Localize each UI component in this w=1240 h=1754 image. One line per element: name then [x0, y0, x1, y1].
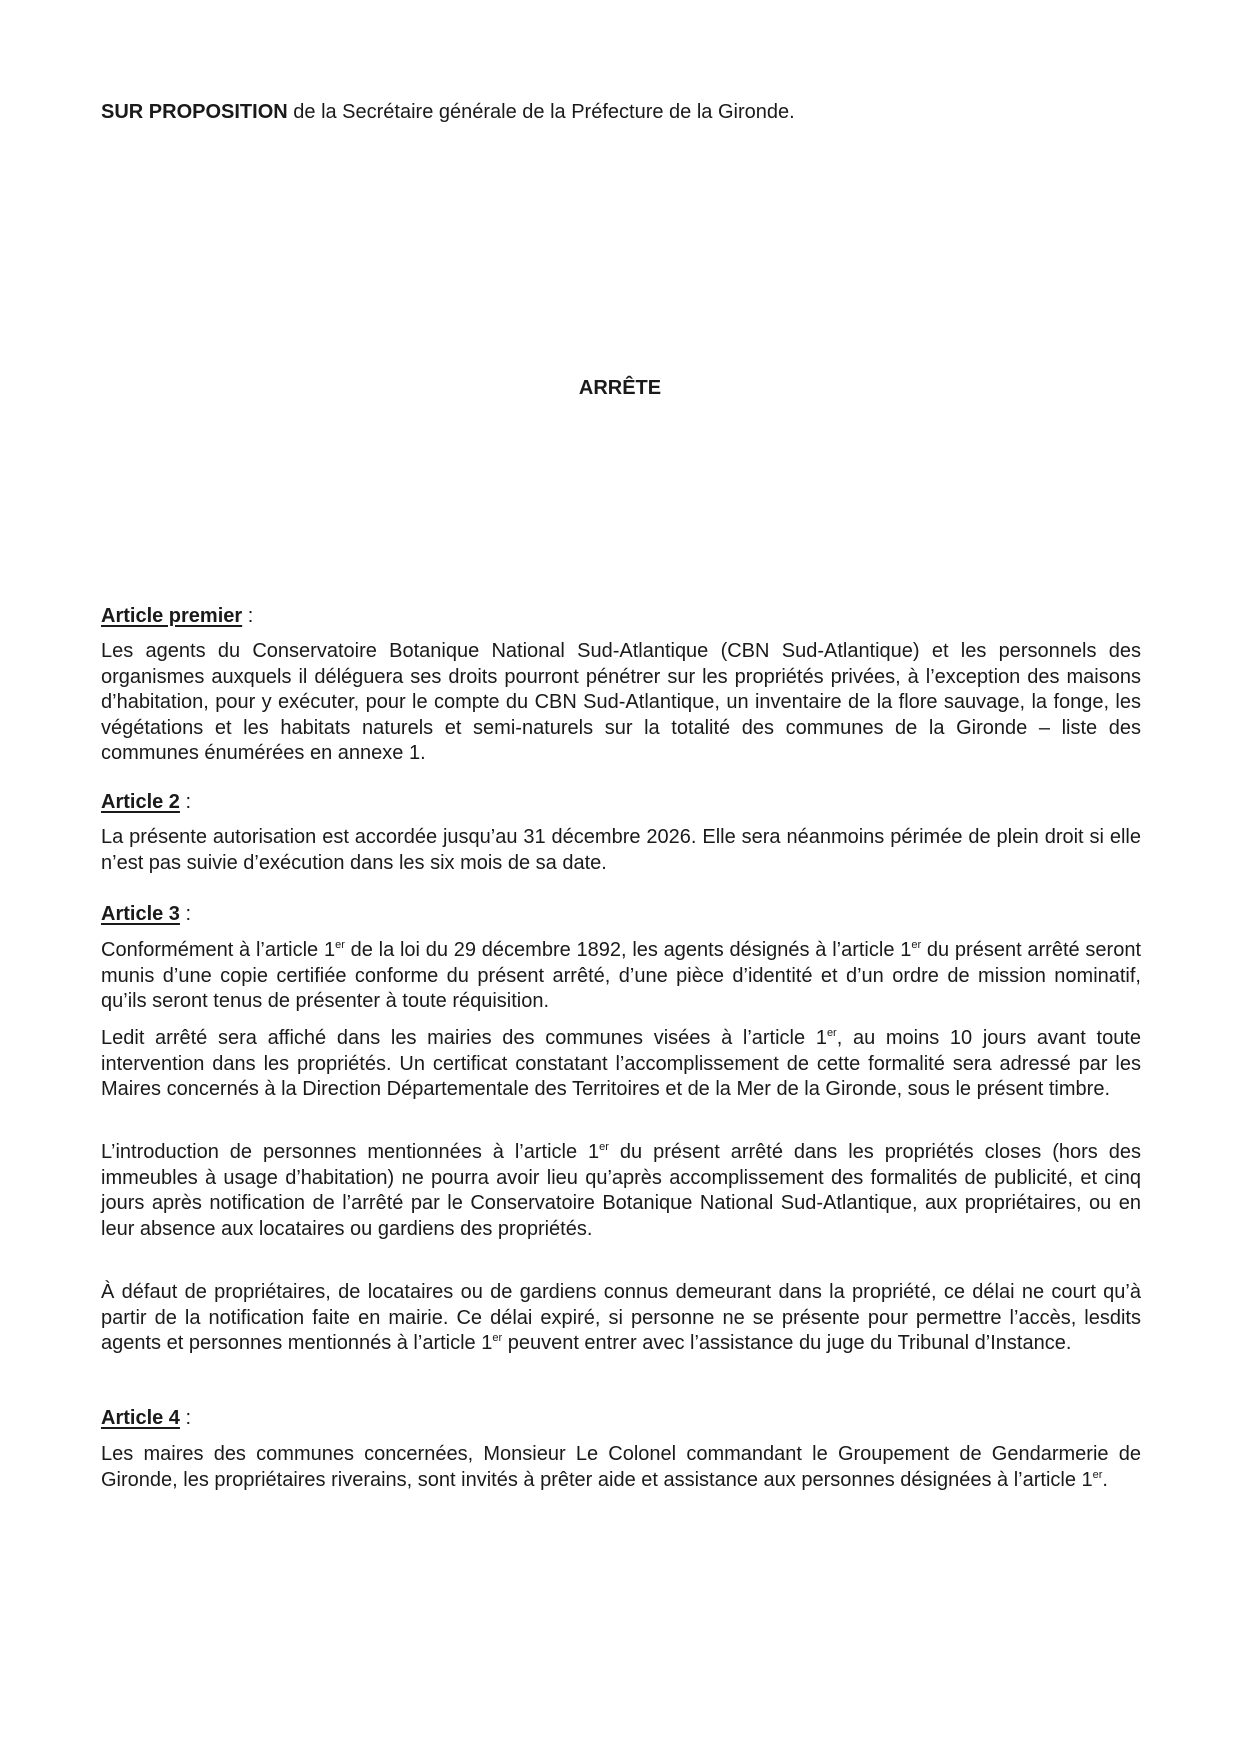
article-3-paragraph-1: [101, 938, 1141, 1015]
text-run: du présent arrêté seront munis d’une copie certifiée conforme du présent arrêté, d’une pièce d’identité et d’un ordre de mission nominatif, qu’ils seront tenus de présenter à toute réquisition.: [101, 939, 1141, 1013]
article-3-heading: Article 3: [101, 903, 180, 925]
preamble-text: de la Secrétaire générale de la Préfecture de la Gironde.: [287, 101, 795, 123]
article-4-heading-line: [101, 1406, 1141, 1432]
article-4-paragraph: [101, 1442, 1141, 1493]
superscript: er: [335, 939, 345, 951]
article-1-heading-line: [101, 604, 1141, 630]
superscript: er: [826, 1027, 837, 1039]
superscript: er: [911, 939, 922, 951]
text-run: du présent arrêté dans les propriétés closes (hors des immeubles à usage d’habitation) ne pourra avoir lieu qu’après accomplissement des formalités de publicité, et cinq jours après notification de l’arrêté par le Conservatoire Botanique National Sud-Atlantique, aux propriétaires, ou en leur absence aux locataires ou gardiens des propriétés.: [101, 1141, 1141, 1240]
preamble-bold: SUR PROPOSITION: [101, 101, 288, 123]
text-run: , au moins 10 jours avant toute intervention dans les propriétés. Un certificat constatant l’accomplissement de cette formalité sera adressé par les Maires concernés à la Direction Départementale des Territoires et de la Mer de la Gironde, sous le présent timbre.: [101, 1027, 1141, 1101]
text-run: .: [1102, 1468, 1108, 1491]
text-run: peuvent entrer avec l’assistance du juge du Tribunal d’Instance.: [502, 1332, 1072, 1355]
article-2-heading: Article 2: [101, 791, 180, 813]
article-3-colon: :: [179, 903, 192, 925]
article-1-colon: :: [242, 605, 254, 627]
article-3-heading-line: [101, 902, 1141, 928]
article-4-colon: :: [179, 1407, 192, 1429]
decree-title: ARRÊTE: [578, 377, 662, 399]
text-run: L’introduction de personnes mentionnées à l’article 1: [101, 1141, 600, 1163]
text-run: Conformément à l’article 1: [101, 939, 336, 961]
superscript: er: [599, 1141, 609, 1153]
article-2-heading-line: [101, 790, 1141, 816]
superscript: er: [1092, 1468, 1103, 1481]
article-4-heading: Article 4: [101, 1407, 180, 1429]
article-1-heading: Article premier: [101, 605, 243, 627]
article-3-paragraph-4: [101, 1280, 1141, 1357]
article-2-colon: :: [179, 791, 192, 813]
preamble: [101, 100, 1141, 126]
superscript: er: [492, 1332, 503, 1345]
article-3-paragraph-2: [101, 1026, 1141, 1103]
article-2-paragraph: La présente autorisation est accordée jusqu’au 31 décembre 2026. Elle sera néanmoins périmée de plein droit si elle n’est pas suivie d’exécution dans les six mois de sa date.: [101, 826, 1141, 874]
text-run: Les maires des communes concernées, Monsieur Le Colonel commandant le Groupement de Gendarmerie de Gironde, les propriétaires riverains, sont invités à prêter aide et assistance aux personnes désignées à l’article 1: [101, 1443, 1141, 1491]
article-3-paragraph-3: [101, 1140, 1141, 1242]
text-run: Ledit arrêté sera affiché dans les mairies des communes visées à l’article 1: [101, 1027, 827, 1049]
text-run: À défaut de propriétaires, de locataires ou de gardiens connus demeurant dans la propriété, ce délai ne court qu’à partir de la notification faite en mairie. Ce délai expiré, si personne ne se présente pour permettre l’accès, lesdits agents et personnes mentionnés à l’article 1: [101, 1281, 1141, 1355]
text-run: de la loi du 29 décembre 1892, les agents désignés à l’article 1: [344, 939, 912, 961]
article-1-paragraph: Les agents du Conservatoire Botanique National Sud-Atlantique (CBN Sud-Atlantique) et les personnels des organismes auxquels il déléguera ses droits pourront pénétrer sur les propriétés privées, à l’exception des maisons d’habitation, pour y exécuter, pour le compte du CBN Sud-Atlantique, un inventaire de la flore sauvage, la fonge, les végétations et les habitats naturels et semi-naturels sur la totalité des communes de la Gironde – liste des communes énumérées en annexe 1.: [101, 640, 1141, 765]
